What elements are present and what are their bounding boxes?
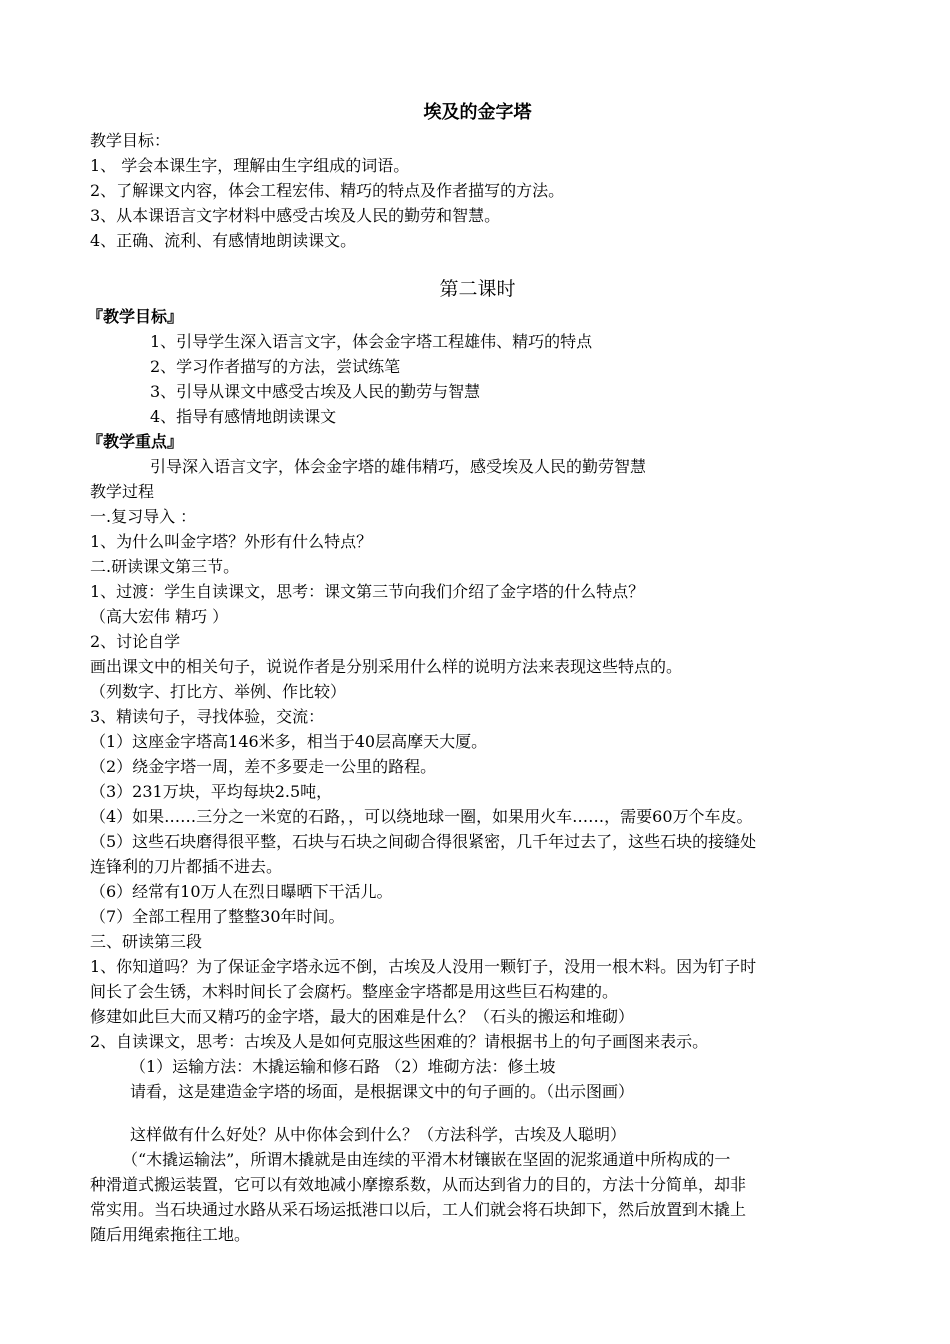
- section-line: 连锋利的刀片都插不进去。: [90, 857, 283, 876]
- paragraph-line: （“木撬运输法”，所谓木撬就是由连续的平滑木材镶嵌在坚固的泥浆通道中所构成的一: [122, 1150, 731, 1169]
- goal-item: 1、 学会本课生字，理解由生字组成的词语。: [90, 156, 410, 175]
- section-line: 间长了会生锈，木料时间长了会腐朽。整座金字塔都是用这些巨石构建的。: [90, 982, 619, 1001]
- section-line: （高大宏伟 精巧 ）: [90, 607, 229, 626]
- section-line: （5）这些石块磨得很平整，石块与石块之间砌合得很紧密，几千年过去了，这些石块的接缝处: [90, 832, 757, 851]
- section-heading: 三、研读第三段: [90, 932, 203, 951]
- look-line: 请看，这是建造金字塔的场面，是根据课文中的句子画的。（出示图画）: [130, 1082, 635, 1101]
- section-line: 2、讨论自学: [90, 632, 181, 651]
- section-line: 画出课文中的相关句子，说说作者是分别采用什么样的说明方法来表现这些特点的。: [90, 657, 683, 676]
- document-page: [87, 98, 865, 1247]
- paragraph-line: 常实用。当石块通过水路从采石场运抵港口以后，工人们就会将石块卸下，然后放置到木撬上: [90, 1200, 747, 1219]
- paragraph-line: 随后用绳索拖往工地。: [90, 1225, 251, 1244]
- section-line: （4）如果……三分之一米宽的石路，，可以绕地球一圈，如果用火车……，需要60万个车皮。: [90, 807, 753, 826]
- section-line: （2）绕金字塔一周，差不多要走一公里的路程。: [90, 757, 437, 776]
- section-heading: 二.研读课文第三节。: [90, 557, 240, 576]
- process-heading: 教学过程: [90, 482, 155, 501]
- blank-gap: [90, 1104, 865, 1122]
- key-heading: 『教学重点』: [87, 432, 184, 451]
- lesson-goal-item: 3、引导从课文中感受古埃及人民的勤劳与智慧: [150, 382, 481, 401]
- goal-item: 2、了解课文内容，体会工程宏伟、精巧的特点及作者描写的方法。: [90, 181, 565, 200]
- section-line: 修建如此巨大而又精巧的金字塔，最大的困难是什么？（石头的搬运和堆砌）: [90, 1007, 635, 1026]
- key-text: 引导深入语言文字，体会金字塔的雄伟精巧，感受埃及人民的勤劳智慧: [150, 457, 647, 476]
- section-heading: 一.复习导入 ：: [90, 507, 197, 526]
- paragraph-line: 种滑道式搬运装置，它可以有效地减小摩擦系数，从而达到省力的目的，方法十分简单，却非: [90, 1175, 747, 1194]
- document-title: 埃及的金字塔: [423, 102, 532, 123]
- lesson-goal-item: 2、学习作者描写的方法，尝试练笔: [150, 357, 401, 376]
- section-line: 2、自读课文，思考：古埃及人是如何克服这些困难的？请根据书上的句子画图来表示。: [90, 1032, 709, 1051]
- benefit-line: 这样做有什么好处？从中你体会到什么？（方法科学，古埃及人聪明）: [130, 1125, 627, 1144]
- section-line: 1、过渡：学生自读课文，思考：课文第三节向我们介绍了金字塔的什么特点？: [90, 582, 645, 601]
- section-line: 1、为什么叫金字塔？外形有什么特点？: [90, 532, 373, 551]
- lesson-goal-item: 1、引导学生深入语言文字，体会金字塔工程雄伟、精巧的特点: [150, 332, 593, 351]
- goal-item: 3、从本课语言文字材料中感受古埃及人民的勤劳和智慧。: [90, 206, 501, 225]
- section-line: 3、精读句子，寻找体验，交流：: [90, 707, 325, 726]
- goal-item: 4、正确、流利、有感情地朗读课文。: [90, 231, 357, 250]
- section-line: （列数字、打比方、举例、作比较）: [90, 682, 347, 701]
- lesson-goal-item: 4、指导有感情地朗读课文: [150, 407, 337, 426]
- lesson-goals-heading: 『教学目标』: [87, 307, 184, 326]
- section-line: （1）这座金字塔高146米多，相当于40层高摩天大厦。: [90, 732, 488, 751]
- section-line: （3）231万块，平均每块2.5吨，: [90, 782, 333, 801]
- goals-heading: 教学目标：: [90, 131, 171, 150]
- section-line: （6）经常有10万人在烈日曝晒下干活儿。: [90, 882, 393, 901]
- section-line: 1、你知道吗？为了保证金字塔永远不倒，古埃及人没用一颗钉子，没用一根木料。因为钉子时: [90, 957, 757, 976]
- lesson-title: 第二课时: [439, 278, 516, 300]
- section-line: （7）全部工程用了整整30年时间。: [90, 907, 345, 926]
- method-line: （1）运输方法：木撬运输和修石路 （2）堆砌方法：修土坡: [130, 1057, 556, 1076]
